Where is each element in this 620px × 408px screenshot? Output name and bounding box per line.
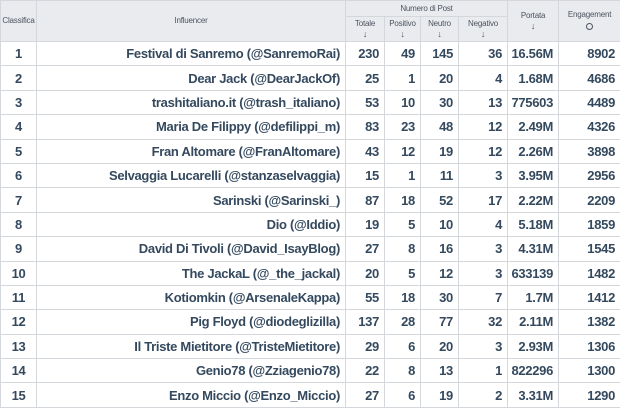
portata-cell: 3.31M bbox=[508, 383, 559, 407]
totale-cell: 43 bbox=[346, 139, 385, 163]
rank-cell: 8 bbox=[1, 212, 37, 236]
negativo-header-label: Negativo bbox=[459, 19, 507, 29]
negativo-cell: 3 bbox=[459, 261, 508, 285]
neutro-cell: 77 bbox=[421, 310, 459, 334]
column-header-neutro[interactable] bbox=[421, 17, 459, 42]
positivo-cell: 18 bbox=[385, 188, 421, 212]
totale-cell: 20 bbox=[346, 261, 385, 285]
portata-cell: 633139 bbox=[508, 261, 559, 285]
positivo-cell: 1 bbox=[385, 163, 421, 187]
positivo-cell: 6 bbox=[385, 334, 421, 358]
portata-cell: 1.7M bbox=[508, 285, 559, 309]
portata-cell: 2.11M bbox=[508, 310, 559, 334]
column-header-totale[interactable] bbox=[346, 17, 385, 42]
engagement-cell: 2209 bbox=[559, 188, 620, 212]
influencer-cell: Fran Altomare (@FranAltomare) bbox=[37, 139, 346, 163]
engagement-cell: 1382 bbox=[559, 310, 620, 334]
influencer-cell: Selvaggia Lucarelli (@stanzaselvaggia) bbox=[37, 163, 346, 187]
positivo-cell: 49 bbox=[385, 42, 421, 66]
totale-cell: 87 bbox=[346, 188, 385, 212]
engagement-header-label: Engagement bbox=[559, 10, 620, 20]
column-header-influencer bbox=[37, 1, 346, 42]
positivo-cell: 8 bbox=[385, 237, 421, 261]
positivo-cell: 8 bbox=[385, 359, 421, 383]
negativo-cell: 3 bbox=[459, 334, 508, 358]
negativo-cell: 32 bbox=[459, 310, 508, 334]
influencer-cell: Festival di Sanremo (@SanremoRai) bbox=[37, 42, 346, 66]
rank-cell: 5 bbox=[1, 139, 37, 163]
table-row bbox=[1, 359, 620, 383]
table-header bbox=[1, 1, 620, 42]
influencer-cell: Dio (@Iddio) bbox=[37, 212, 346, 236]
table-row bbox=[1, 383, 620, 407]
neutro-cell: 19 bbox=[421, 139, 459, 163]
rank-cell: 7 bbox=[1, 188, 37, 212]
rank-cell: 2 bbox=[1, 66, 37, 90]
classifica-header-label: Classifica bbox=[1, 16, 36, 26]
rank-cell: 3 bbox=[1, 90, 37, 114]
totale-cell: 22 bbox=[346, 359, 385, 383]
totale-cell: 230 bbox=[346, 42, 385, 66]
negativo-cell: 12 bbox=[459, 115, 508, 139]
table-row bbox=[1, 285, 620, 309]
portata-cell: 4.31M bbox=[508, 237, 559, 261]
positivo-cell: 5 bbox=[385, 261, 421, 285]
engagement-cell: 1859 bbox=[559, 212, 620, 236]
engagement-cell: 4489 bbox=[559, 90, 620, 114]
engagement-cell: 8902 bbox=[559, 42, 620, 66]
positivo-header-label: Positivo bbox=[385, 19, 420, 29]
negativo-cell: 3 bbox=[459, 163, 508, 187]
sort-desc-icon: ↓ bbox=[346, 30, 384, 39]
influencer-cell: Pig Floyd (@diodeglizilla) bbox=[37, 310, 346, 334]
totale-cell: 53 bbox=[346, 90, 385, 114]
rank-cell: 14 bbox=[1, 359, 37, 383]
column-header-classifica bbox=[1, 1, 37, 42]
neutro-cell: 16 bbox=[421, 237, 459, 261]
portata-cell: 1.68M bbox=[508, 66, 559, 90]
rank-cell: 9 bbox=[1, 237, 37, 261]
influencer-cell: Maria De Filippy (@defilippi_m) bbox=[37, 115, 346, 139]
column-header-engagement[interactable] bbox=[559, 1, 620, 42]
portata-cell: 5.18M bbox=[508, 212, 559, 236]
portata-cell: 775603 bbox=[508, 90, 559, 114]
positivo-cell: 18 bbox=[385, 285, 421, 309]
negativo-cell: 1 bbox=[459, 359, 508, 383]
negativo-cell: 7 bbox=[459, 285, 508, 309]
sort-desc-icon: ↓ bbox=[385, 30, 420, 39]
neutro-cell: 20 bbox=[421, 66, 459, 90]
rank-cell: 11 bbox=[1, 285, 37, 309]
portata-cell: 2.26M bbox=[508, 139, 559, 163]
column-header-negativo[interactable] bbox=[459, 17, 508, 42]
engagement-cell: 1300 bbox=[559, 359, 620, 383]
table-row bbox=[1, 42, 620, 66]
neutro-cell: 12 bbox=[421, 261, 459, 285]
neutro-cell: 30 bbox=[421, 90, 459, 114]
influencer-cell: Il Triste Mietitore (@TristeMietitore) bbox=[37, 334, 346, 358]
sort-desc-icon: ↓ bbox=[421, 30, 458, 39]
influencer-cell: Dear Jack (@DearJackOf) bbox=[37, 66, 346, 90]
neutro-cell: 19 bbox=[421, 383, 459, 407]
negativo-cell: 36 bbox=[459, 42, 508, 66]
positivo-cell: 10 bbox=[385, 90, 421, 114]
portata-cell: 2.22M bbox=[508, 188, 559, 212]
sort-desc-icon: ↓ bbox=[508, 22, 558, 31]
totale-cell: 25 bbox=[346, 66, 385, 90]
negativo-cell: 3 bbox=[459, 237, 508, 261]
neutro-cell: 20 bbox=[421, 334, 459, 358]
rank-cell: 10 bbox=[1, 261, 37, 285]
neutro-cell: 11 bbox=[421, 163, 459, 187]
influencer-cell: Sarinski (@Sarinski_) bbox=[37, 188, 346, 212]
rank-cell: 15 bbox=[1, 383, 37, 407]
totale-cell: 137 bbox=[346, 310, 385, 334]
positivo-cell: 1 bbox=[385, 66, 421, 90]
portata-cell: 2.93M bbox=[508, 334, 559, 358]
totale-cell: 27 bbox=[346, 383, 385, 407]
influencer-cell: David Di Tivoli (@David_IsayBlog) bbox=[37, 237, 346, 261]
influencer-cell: The JackaL (@_the_jackal) bbox=[37, 261, 346, 285]
sort-desc-icon: ↓ bbox=[459, 30, 507, 39]
table-row bbox=[1, 212, 620, 236]
engagement-cell: 1412 bbox=[559, 285, 620, 309]
rank-cell: 4 bbox=[1, 115, 37, 139]
positivo-cell: 5 bbox=[385, 212, 421, 236]
influencer-cell: Genio78 (@Zziagenio78) bbox=[37, 359, 346, 383]
portata-header-label: Portata bbox=[508, 11, 558, 21]
portata-cell: 822296 bbox=[508, 359, 559, 383]
positivo-cell: 28 bbox=[385, 310, 421, 334]
engagement-cell: 2956 bbox=[559, 163, 620, 187]
rank-cell: 13 bbox=[1, 334, 37, 358]
engagement-cell: 1545 bbox=[559, 237, 620, 261]
engagement-cell: 1290 bbox=[559, 383, 620, 407]
portata-cell: 16.56M bbox=[508, 42, 559, 66]
negativo-cell: 4 bbox=[459, 212, 508, 236]
influencer-cell: trashitaliano.it (@trash_italiano) bbox=[37, 90, 346, 114]
totale-header-label: Totale bbox=[346, 19, 384, 29]
totale-cell: 29 bbox=[346, 334, 385, 358]
negativo-cell: 2 bbox=[459, 383, 508, 407]
totale-cell: 83 bbox=[346, 115, 385, 139]
neutro-cell: 13 bbox=[421, 359, 459, 383]
table-row bbox=[1, 139, 620, 163]
table-row bbox=[1, 310, 620, 334]
positivo-cell: 23 bbox=[385, 115, 421, 139]
influencer-header-label: Influencer bbox=[37, 16, 345, 26]
neutro-cell: 145 bbox=[421, 42, 459, 66]
influencer-cell: Kotiomkin (@ArsenaleKappa) bbox=[37, 285, 346, 309]
engagement-cell: 3898 bbox=[559, 139, 620, 163]
positivo-cell: 6 bbox=[385, 383, 421, 407]
sort-neutral-icon bbox=[586, 23, 593, 30]
totale-cell: 55 bbox=[346, 285, 385, 309]
column-header-portata[interactable] bbox=[508, 1, 559, 42]
engagement-cell: 1306 bbox=[559, 334, 620, 358]
table-row bbox=[1, 261, 620, 285]
totale-cell: 15 bbox=[346, 163, 385, 187]
table-row bbox=[1, 90, 620, 114]
table-row bbox=[1, 188, 620, 212]
negativo-cell: 12 bbox=[459, 139, 508, 163]
negativo-cell: 4 bbox=[459, 66, 508, 90]
positivo-cell: 12 bbox=[385, 139, 421, 163]
engagement-cell: 4686 bbox=[559, 66, 620, 90]
neutro-cell: 10 bbox=[421, 212, 459, 236]
table-row bbox=[1, 66, 620, 90]
totale-cell: 27 bbox=[346, 237, 385, 261]
table-row bbox=[1, 237, 620, 261]
neutro-cell: 30 bbox=[421, 285, 459, 309]
negativo-cell: 13 bbox=[459, 90, 508, 114]
column-header-positivo[interactable] bbox=[385, 17, 421, 42]
influencer-cell: Enzo Miccio (@Enzo_Miccio) bbox=[37, 383, 346, 407]
rank-cell: 12 bbox=[1, 310, 37, 334]
neutro-cell: 52 bbox=[421, 188, 459, 212]
table-row bbox=[1, 334, 620, 358]
table-row bbox=[1, 115, 620, 139]
negativo-cell: 17 bbox=[459, 188, 508, 212]
neutro-header-label: Neutro bbox=[421, 19, 458, 29]
table-body bbox=[1, 42, 620, 408]
portata-cell: 2.49M bbox=[508, 115, 559, 139]
rank-cell: 1 bbox=[1, 42, 37, 66]
column-group-numero-di-post bbox=[346, 1, 508, 17]
table-row bbox=[1, 163, 620, 187]
rank-cell: 6 bbox=[1, 163, 37, 187]
numero-di-post-group-label: Numero di Post bbox=[346, 4, 507, 14]
totale-cell: 19 bbox=[346, 212, 385, 236]
portata-cell: 3.95M bbox=[508, 163, 559, 187]
engagement-cell: 4326 bbox=[559, 115, 620, 139]
engagement-cell: 1482 bbox=[559, 261, 620, 285]
neutro-cell: 48 bbox=[421, 115, 459, 139]
